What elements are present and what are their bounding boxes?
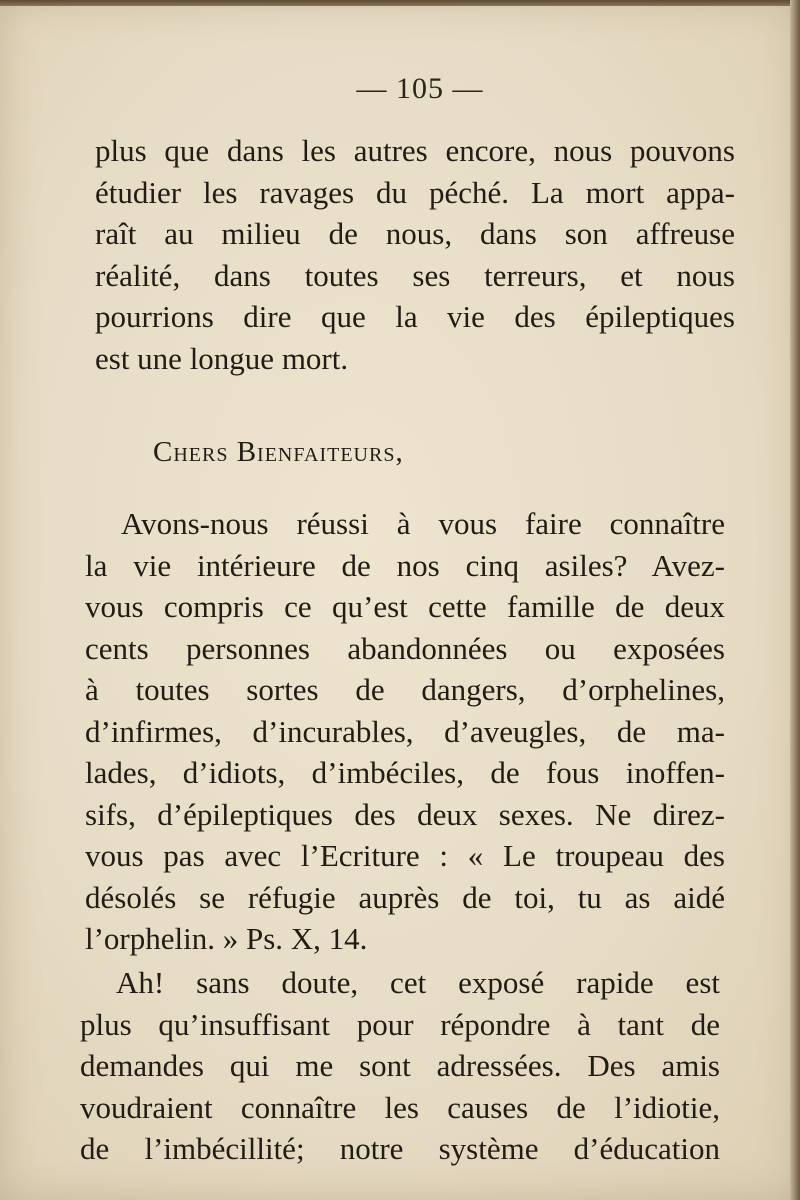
text-line: de l’imbécillité; notre système d’éducation [80, 1131, 720, 1166]
text-line: vous compris ce qu’est cette famille de deux [85, 589, 725, 624]
text-line: désolés se réfugie auprès de toi, tu as aidé [85, 879, 725, 915]
text-line: sifs, d’épileptiques des deux sexes. Ne direz- [85, 796, 725, 832]
text-line: vous pas avec l’Ecriture : « Le troupeau des [85, 838, 725, 873]
text-line: demandes qui me sont adressées. Des amis [80, 1048, 720, 1083]
text-line: étudier les ravages du péché. La mort appa- [95, 174, 735, 210]
text-line: la vie intérieure de nos cinq asiles? Avez- [85, 547, 725, 583]
text-line: d’infirmes, d’incurables, d’aveugles, de ma- [85, 713, 725, 749]
page-top-edge [0, 0, 800, 6]
text-line: plus qu’insuffisant pour répondre à tant de [80, 1006, 720, 1042]
page-right-edge [790, 0, 800, 1200]
text-line: lades, d’idiots, d’imbéciles, de fous inoffen- [85, 755, 725, 790]
text-line: à toutes sortes de dangers, d’orphelines, [85, 672, 725, 707]
text-line: l’orphelin. » Ps. X, 14. [85, 921, 368, 956]
text-line: Avons-nous réussi à vous faire connaître [121, 506, 725, 541]
text-line: pourrions dire que la vie des épileptiques [95, 299, 735, 334]
text-line: voudraient connaître les causes de l’idiotie, [80, 1089, 720, 1125]
salutation: Chers Bienfaiteurs, [153, 436, 404, 468]
text-line: est une longue mort. [95, 340, 349, 376]
text-line: raît au milieu de nous, dans son affreuse [95, 216, 735, 251]
paragraph-3 [80, 962, 720, 1170]
text-line: réalité, dans toutes ses terreurs, et nous [95, 257, 735, 293]
paragraph-1 [95, 130, 735, 379]
paragraph-2 [85, 503, 725, 960]
page-number: — 105 — [356, 72, 484, 105]
text-line: plus que dans les autres encore, nous pouvons [95, 133, 735, 168]
text-line: cents personnes abandonnées ou exposées [85, 630, 725, 666]
text-line: Ah! sans doute, cet exposé rapide est [116, 965, 720, 1000]
